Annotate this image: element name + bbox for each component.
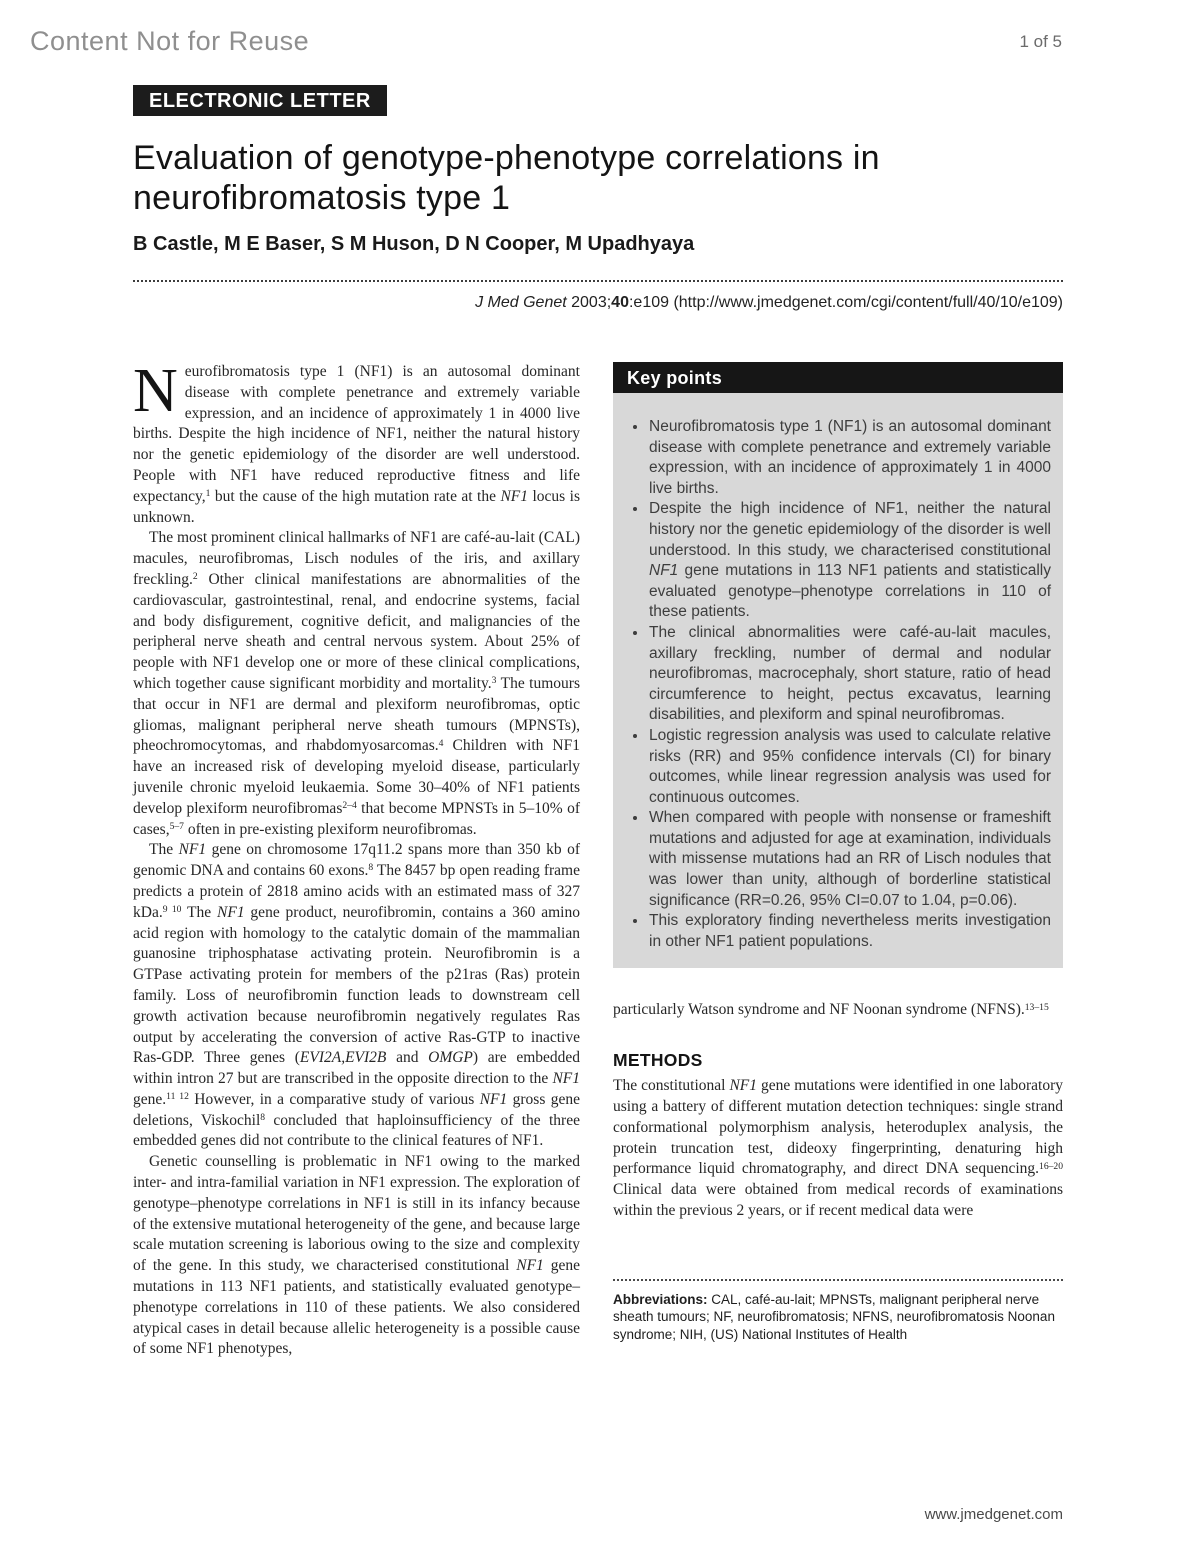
citation-journal: J Med Genet (475, 294, 567, 311)
key-point-item: • Despite the high incidence of NF1, neither the natural history nor the genetic epidemiology of the disorder is well understood. In this study, we characterised constitutional NF1 gene mutations in 113 NF1 patients and statistically evaluated genotype–phenotype correlations in 110 of these patients. (648, 499, 1051, 623)
abbreviations-label: Abbreviations: (613, 1291, 708, 1307)
key-point-item: • When compared with people with nonsense or frameshift mutations and adjusted for age at examination, individuals with missense mutations had an RR of Lisch nodules that was lower than unity, although of borderline statistical significance (RR=0.26, 95% CI=0.07 to 1.04, p=0.06). (648, 808, 1051, 911)
key-point-item: • This exploratory finding nevertheless merits investigation in other NF1 patient populations. (648, 911, 1051, 952)
two-column-layout (133, 357, 1063, 1360)
key-points-header: Key points (613, 362, 1063, 393)
article-title: Evaluation of genotype-phenotype correlations in neurofibromatosis type 1 (133, 139, 880, 217)
key-point-item: • Neurofibromatosis type 1 (NF1) is an autosomal dominant disease with complete penetrance and extremely variable expression, with an incidence of approximately 1 in 4000 live births. (648, 417, 1051, 499)
methods-paragraph: The constitutional NF1 gene mutations were identified in one laboratory using a battery of different mutation detection techniques: single strand conformational polymorphism analysis, heteroduplex analysis, the protein truncation test, dideoxy fingerprinting, denaturing high performance liquid chromatography, and direct DNA sequencing.$^{16-20}$ Clinical data were obtained from medical records of examinations within the previous 2 years, or if recent medical data were (613, 1077, 1063, 1220)
intro-paragraph-3: The NF1 gene on chromosome 17q11.2 spans more than 350 kb of genomic DNA and contains 60 exons.$^8$ The 8457 bp open reading frame predicts a protein of 2818 amino acids with an estimated mass of 327 kDa.$^{9 10}$ The NF1 gene product, neurofibromin, contains a 360 amino acid region with homology to the catalytic domain of the mammalian guanosine triphosphatase activating protein. Neurofibromin is a GTPase activating protein for members of the p21ras (Ras) protein family. Loss of neurofibromin function leads to downstream cell growth activation because neurofibromin negatively regulates Ras output by accelerating the conversion of active Ras-GTP to inactive Ras-GDP. Three genes (EVI2A,EVI2B and OMGP) are embedded within intron 27 but are transcribed in the opposite direction to the NF1 gene.$^{11 12}$ However, in a comparative study of various NF1 gross gene deletions, Viskochil$^8$ concluded that haploinsufficiency of the three embedded genes did not contribute to the clinical features of NF1. (133, 841, 581, 1150)
intro-paragraph-4: Genetic counselling is problematic in NF1 owing to the marked inter- and intra-familial variation in NF1 expression. The exploration of genotype–phenotype correlations in NF1 is still in its infancy because of the extensive mutational heterogeneity of the gene, and because large scale mutation screening is laborious owing to the size and complexity of the gene. In this study, we characterised constitutional NF1 gene mutations in 113 NF1 patients, and statistically evaluated genotype–phenotype correlations in 110 of these patients. We also considered atypical cases in detail because allelic heterogeneity is a possible cause of some NF1 phenotypes, (133, 1153, 580, 1358)
key-points-box (613, 362, 1063, 968)
key-points-list (627, 417, 1051, 952)
right-column (613, 362, 1063, 1343)
citation (133, 294, 1063, 312)
page-content (133, 85, 1063, 1360)
key-point-item: • The clinical abnormalities were café-au-lait macules, axillary freckling, number of dermal and nodular neurofibromas, macrocephaly, short stature, ratio of head circumference to height, pectus excavatus, learning disabilities, and plexiform and spinal neurofibromas. (648, 623, 1051, 726)
key-point-item: • Logistic regression analysis was used to calculate relative risks (RR) and 95% confidence intervals (CI) for binary outcomes, while linear regression analysis was used for continuous outcomes. (648, 726, 1051, 808)
footer-url: www.jmedgenet.com (924, 1506, 1063, 1523)
continuation-paragraph: particularly Watson syndrome and NF Noonan syndrome (NFNS).$^{13-15}$ (613, 1001, 1049, 1019)
intro-paragraph-1-text: eurofibromatosis type 1 (NF1) is an autosomal dominant disease with complete penetrance and extremely variable expression, and an incidence of approximately 1 in 4000 live births. Despite the high incidence of NF1, neither the natural history nor the genetic epidemiology of the disorder are well understood. People with NF1 have reduced reproductive fitness and life expectancy,$^1$ but the cause of the high mutation rate at the NF1 locus is unknown. (133, 363, 580, 526)
drop-cap: N (133, 357, 178, 425)
intro-paragraph-1 (133, 357, 580, 528)
left-column (133, 357, 581, 1360)
section-label: ELECTRONIC LETTER (133, 85, 387, 116)
reuse-watermark: Content Not for Reuse (30, 26, 310, 56)
citation-volume: 40 (611, 294, 629, 311)
key-points-body (613, 393, 1063, 968)
abbreviations-text: CAL, café-au-lait; MPNSTs, malignant peripheral nerve sheath tumours; NF, neurofibromatosis; NFNS, neurofibromatosis Noonan syndrome; NIH, (US) National Institutes of Health (613, 1291, 1055, 1342)
article-authors: B Castle, M E Baser, S M Huson, D N Cooper, M Upadhyaya (133, 233, 695, 255)
header-divider (133, 280, 1063, 282)
page-indicator: 1 of 5 (1019, 32, 1062, 51)
intro-paragraph-2: The most prominent clinical hallmarks of NF1 are café-au-lait (CAL) macules, neurofibromas, Lisch nodules of the iris, and axillary freckling.$^2$ Other clinical manifestations are abnormalities of the cardiovascular, gastrointestinal, renal, and endocrine systems, facial and body disfigurement, cognitive deficit, and malignancies of the peripheral nerve sheath and central nervous system. About 25% of people with NF1 develop one or more of these clinical complications, which together cause significant morbidity and mortality.$^3$ The tumours that occur in NF1 are dermal and plexiform neurofibromas, optic gliomas, malignant peripheral nerve sheath tumours (MPNSTs), pheochromocytomas, and rhabdomyosarcomas.$^4$ Children with NF1 have an increased risk of developing myeloid disease, particularly juvenile chronic myeloid leukaemia. Some 30–40% of NF1 patients develop plexiform neurofibromas$^{2-4}$ that become MPNSTs in 5–10% of cases,$^{5-7}$ often in pre-existing plexiform neurofibromas. (133, 529, 581, 838)
methods-heading: METHODS (613, 1050, 703, 1071)
citation-year: 2003; (566, 294, 612, 311)
citation-rest: :e109 (http://www.jmedgenet.com/cgi/content/full/40/10/e109) (628, 294, 1063, 311)
abbreviations-note (613, 1279, 1063, 1344)
